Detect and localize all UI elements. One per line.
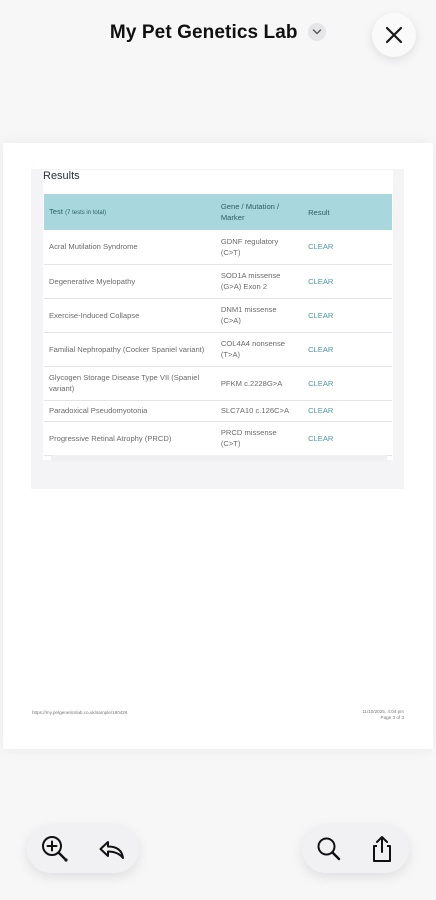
row-result: CLEAR [303,366,392,400]
table-row [44,400,392,421]
row-gene: PRCD missense (C>T) [216,421,303,455]
row-test: Degenerative Myelopathy [44,264,216,298]
table-row [44,366,392,400]
table-row [44,421,392,455]
row-test: Paradoxical Pseudomyotonia [44,400,216,421]
document-page[interactable] [3,143,433,749]
document-title[interactable]: My Pet Genetics Lab [109,22,298,43]
close-button[interactable] [372,13,416,57]
table-row [44,264,392,298]
bottom-toolbar-right [302,825,409,873]
zoom-in-button[interactable] [40,834,70,864]
column-header-gene: Gene / Mutation / Marker [216,194,303,230]
chevron-down-icon[interactable] [308,23,326,41]
search-icon [314,834,344,864]
zoom-in-icon [40,834,70,864]
table-footer-bar [51,455,387,461]
reply-icon [97,834,127,864]
row-result: CLEAR [303,332,392,366]
row-result: CLEAR [303,298,392,332]
row-result: CLEAR [303,421,392,455]
row-test: Acral Mutilation Syndrome [44,230,216,264]
row-test: Glycogen Storage Disease Type VII (Spaniel variant) [44,366,216,400]
bottom-toolbar-left [27,825,139,873]
row-result: CLEAR [303,230,392,264]
footer-date: 11/10/2025, 4:04 pm [362,709,404,714]
footer-meta [362,709,404,720]
row-result: CLEAR [303,400,392,421]
row-test: Progressive Retinal Atrophy (PRCD) [44,421,216,455]
row-gene: PFKM c.2228G>A [216,366,303,400]
column-header-test [44,194,216,230]
share-button[interactable] [367,834,397,864]
row-gene: SOD1A missense (G>A) Exon 2 [216,264,303,298]
column-header-result: Result [303,194,392,230]
row-gene: SLC7A10 c.126C>A [216,400,303,421]
table-row [44,298,392,332]
row-test: Exercise-Induced Collapse [44,298,216,332]
results-heading: Results [43,170,80,182]
column-test-count: (7 tests in total) [65,209,107,216]
reply-button[interactable] [97,834,127,864]
row-test: Familial Nephropathy (Cocker Spaniel variant) [44,332,216,366]
share-icon [367,834,397,864]
row-gene: COL4A4 nonsense (T>A) [216,332,303,366]
row-result: CLEAR [303,264,392,298]
footer-page: Page 3 of 3 [380,714,404,720]
column-test-label: Test [49,206,63,216]
row-gene: DNM1 missense (C>A) [216,298,303,332]
close-icon [385,26,403,44]
footer-url: https://my.petgeneticslab.co.uk/sample/180426 [32,710,128,715]
title-wrap [0,22,436,44]
table-row [44,230,392,264]
search-button[interactable] [314,834,344,864]
top-bar [0,0,436,80]
table-header-row [44,194,392,230]
results-table [44,194,392,456]
row-gene: GDNF regulatory (C>T) [216,230,303,264]
table-row [44,332,392,366]
